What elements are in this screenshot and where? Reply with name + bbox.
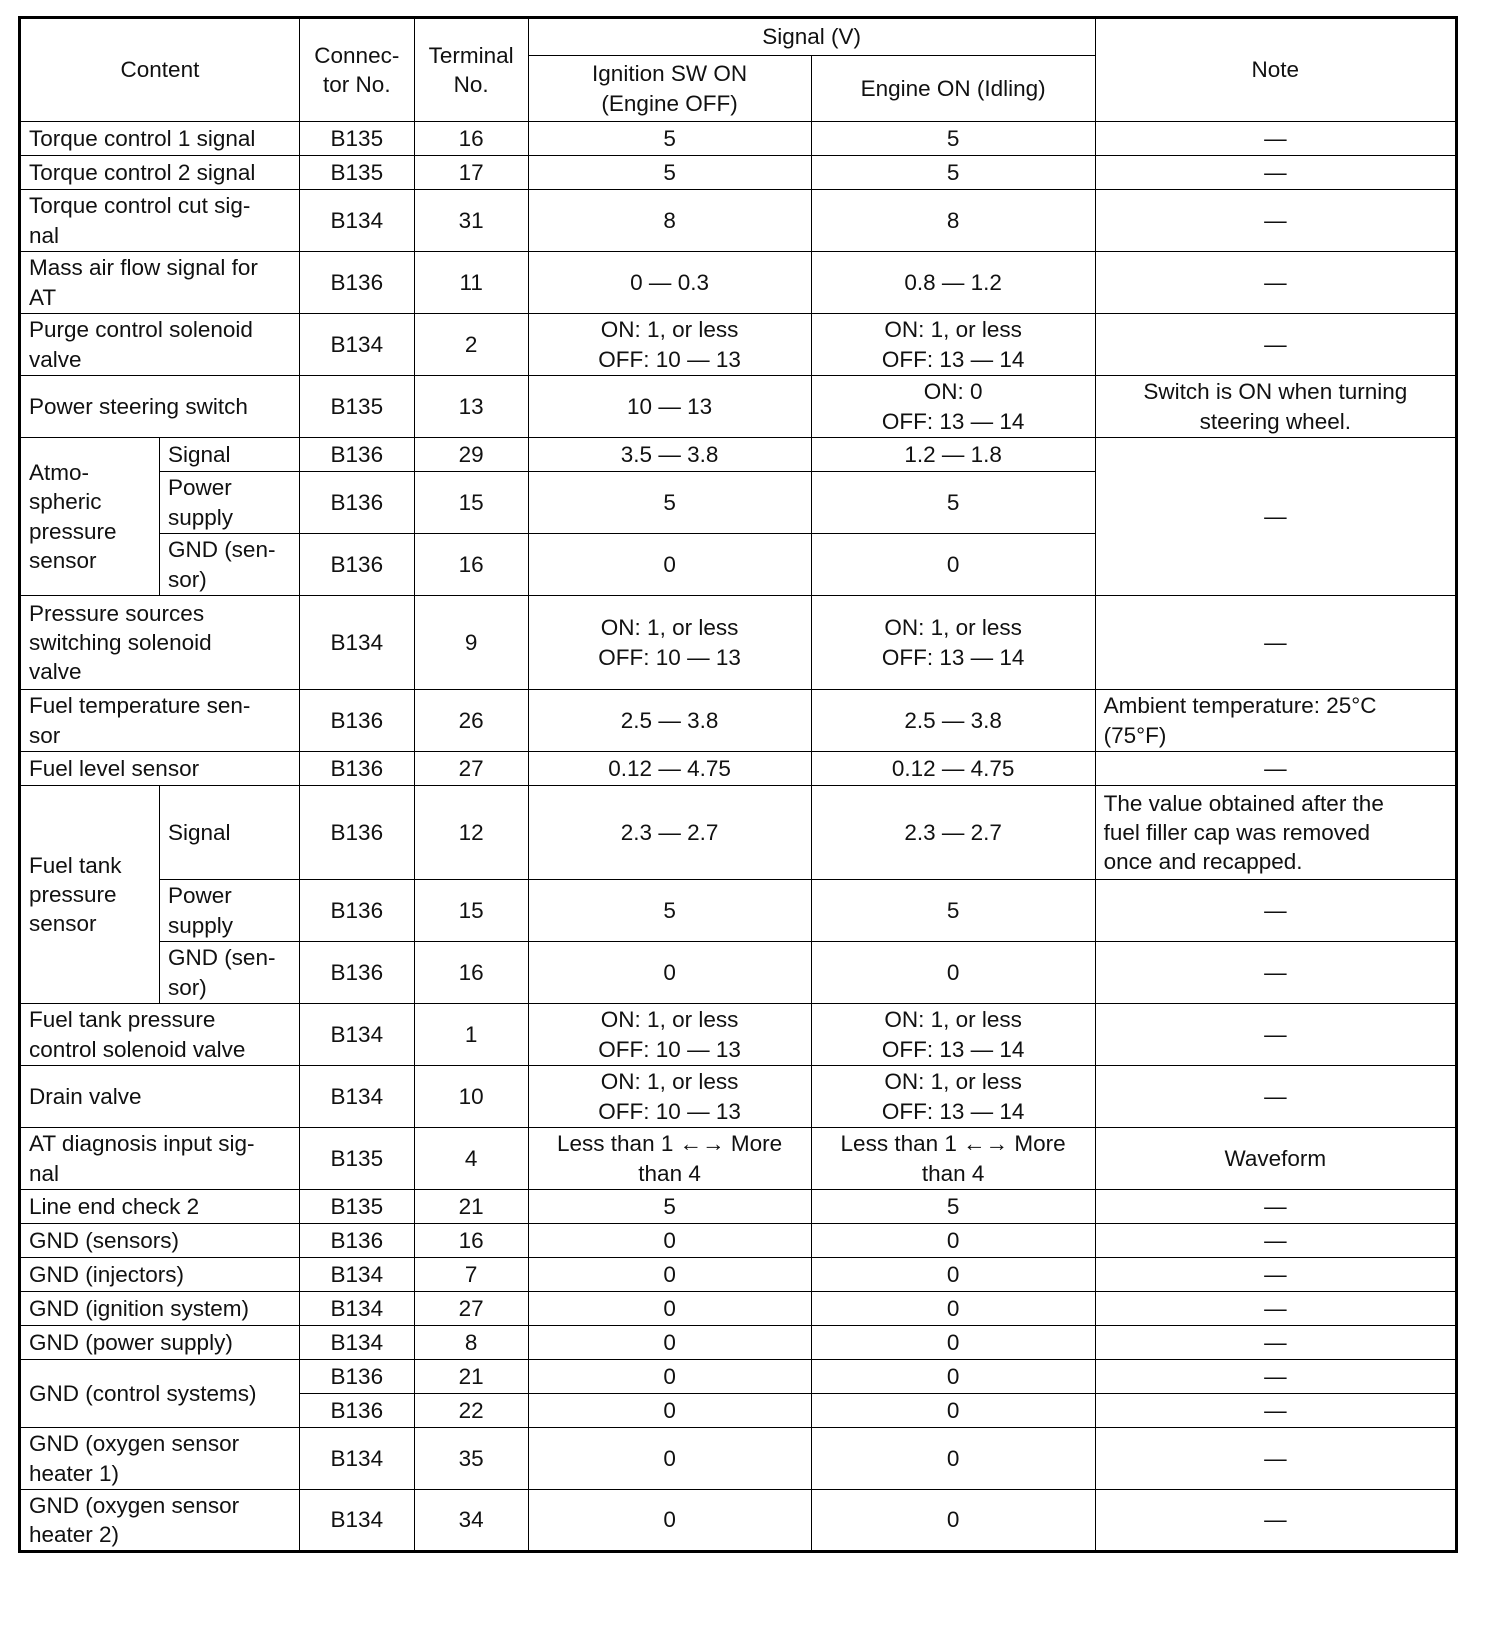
content-cell: Fuel temperature sen- sor (20, 690, 300, 752)
note-cell: — (1095, 1258, 1456, 1292)
group-label-fuel-tank: Fuel tank pressure sensor (20, 786, 160, 1004)
table-row (20, 1224, 1457, 1258)
ignition-cell: 0 (528, 1224, 811, 1258)
ignition-cell: 0 (528, 942, 811, 1004)
content-cell: GND (oxygen sensor heater 2) (20, 1490, 300, 1552)
terminal-cell: 4 (414, 1128, 528, 1190)
group-label-atmospheric: Atmo- spheric pressure sensor (20, 438, 160, 596)
note-cell: The value obtained after the fuel filler cap was removed once and recapped. (1095, 786, 1456, 880)
table-row (20, 438, 1457, 472)
terminal-cell: 15 (414, 880, 528, 942)
engine-cell: 5 (811, 122, 1095, 156)
connector-cell: B135 (299, 376, 414, 438)
terminal-cell: 7 (414, 1258, 528, 1292)
table-row (20, 596, 1457, 690)
content-cell: GND (oxygen sensor heater 1) (20, 1428, 300, 1490)
content-cell: Purge control solenoid valve (20, 314, 300, 376)
engine-cell: 0 (811, 1394, 1095, 1428)
engine-cell: ON: 1, or less OFF: 13 — 14 (811, 314, 1095, 376)
table-row (20, 786, 1457, 880)
terminal-cell: 27 (414, 1292, 528, 1326)
engine-cell: 0 (811, 942, 1095, 1004)
engine-cell: 0 (811, 1490, 1095, 1552)
ignition-cell: ON: 1, or less OFF: 10 — 13 (528, 1004, 811, 1066)
ignition-cell: 0 (528, 1326, 811, 1360)
engine-cell: 0 (811, 1292, 1095, 1326)
header-terminal: Terminal No. (414, 18, 528, 122)
table-row (20, 752, 1457, 786)
engine-cell: 5 (811, 156, 1095, 190)
terminal-cell: 16 (414, 534, 528, 596)
content-cell: GND (control systems) (20, 1360, 300, 1428)
engine-cell: 0.8 — 1.2 (811, 252, 1095, 314)
table-row (20, 252, 1457, 314)
engine-cell: 5 (811, 472, 1095, 534)
engine-cell: 5 (811, 880, 1095, 942)
ignition-cell: 2.5 — 3.8 (528, 690, 811, 752)
engine-cell: ON: 0 OFF: 13 — 14 (811, 376, 1095, 438)
engine-cell: 8 (811, 190, 1095, 252)
connector-cell: B136 (299, 252, 414, 314)
terminal-cell: 8 (414, 1326, 528, 1360)
note-cell: — (1095, 942, 1456, 1004)
table-row (20, 1360, 1457, 1394)
content-cell: Power steering switch (20, 376, 300, 438)
terminal-cell: 12 (414, 786, 528, 880)
note-cell: — (1095, 1428, 1456, 1490)
engine-cell: 2.5 — 3.8 (811, 690, 1095, 752)
connector-cell: B134 (299, 1490, 414, 1552)
terminal-cell: 22 (414, 1394, 528, 1428)
sub-content-cell: Signal (159, 786, 299, 880)
ignition-cell: 0 (528, 1394, 811, 1428)
terminal-cell: 16 (414, 122, 528, 156)
ignition-cell: 3.5 — 3.8 (528, 438, 811, 472)
connector-cell: B134 (299, 1004, 414, 1066)
content-cell: Line end check 2 (20, 1190, 300, 1224)
note-cell: — (1095, 1360, 1456, 1394)
table-row (20, 1428, 1457, 1490)
note-cell: — (1095, 1394, 1456, 1428)
table-row (20, 1066, 1457, 1128)
engine-cell: 0 (811, 534, 1095, 596)
note-cell: — (1095, 1326, 1456, 1360)
note-cell: — (1095, 1292, 1456, 1326)
ignition-cell: 8 (528, 190, 811, 252)
content-cell: GND (injectors) (20, 1258, 300, 1292)
connector-cell: B136 (299, 438, 414, 472)
header-ignition-on: Ignition SW ON (Engine OFF) (528, 56, 811, 122)
connector-cell: B136 (299, 472, 414, 534)
note-cell: Ambient temperature: 25°C (75°F) (1095, 690, 1456, 752)
connector-cell: B135 (299, 1128, 414, 1190)
ignition-cell: 0 (528, 534, 811, 596)
connector-cell: B134 (299, 1326, 414, 1360)
table-row (20, 1490, 1457, 1552)
engine-cell: ON: 1, or less OFF: 13 — 14 (811, 596, 1095, 690)
connector-cell: B134 (299, 1066, 414, 1128)
terminal-cell: 1 (414, 1004, 528, 1066)
content-cell: Torque control 1 signal (20, 122, 300, 156)
table-row (20, 1190, 1457, 1224)
note-cell: — (1095, 1066, 1456, 1128)
engine-cell: 0.12 — 4.75 (811, 752, 1095, 786)
connector-cell: B134 (299, 596, 414, 690)
table-row (20, 880, 1457, 942)
ignition-cell: ON: 1, or less OFF: 10 — 13 (528, 1066, 811, 1128)
content-cell: Mass air flow signal for AT (20, 252, 300, 314)
engine-cell: 1.2 — 1.8 (811, 438, 1095, 472)
engine-cell: 0 (811, 1326, 1095, 1360)
spec-sheet (18, 16, 1458, 1553)
engine-cell: ON: 1, or less OFF: 13 — 14 (811, 1066, 1095, 1128)
note-cell: — (1095, 122, 1456, 156)
note-cell: — (1095, 596, 1456, 690)
ignition-cell: 2.3 — 2.7 (528, 786, 811, 880)
terminal-cell: 9 (414, 596, 528, 690)
ignition-cell: Less than 1 ←→ More than 4 (528, 1128, 811, 1190)
note-cell: Switch is ON when turning steering wheel. (1095, 376, 1456, 438)
table-row (20, 156, 1457, 190)
note-cell: — (1095, 1224, 1456, 1258)
connector-cell: B135 (299, 122, 414, 156)
terminal-cell: 16 (414, 1224, 528, 1258)
terminal-cell: 26 (414, 690, 528, 752)
engine-cell: 2.3 — 2.7 (811, 786, 1095, 880)
connector-cell: B134 (299, 190, 414, 252)
engine-cell: 5 (811, 1190, 1095, 1224)
table-row (20, 1128, 1457, 1190)
ignition-cell: 5 (528, 1190, 811, 1224)
table-row (20, 942, 1457, 1004)
ignition-cell: 10 — 13 (528, 376, 811, 438)
terminal-cell: 34 (414, 1490, 528, 1552)
engine-cell: 0 (811, 1224, 1095, 1258)
engine-cell: 0 (811, 1360, 1095, 1394)
note-cell: — (1095, 314, 1456, 376)
connector-cell: B136 (299, 786, 414, 880)
connector-cell: B136 (299, 1360, 414, 1394)
content-cell: GND (sensors) (20, 1224, 300, 1258)
sub-content-cell: Power supply (159, 472, 299, 534)
content-cell: Fuel tank pressure control solenoid valve (20, 1004, 300, 1066)
ignition-cell: 5 (528, 472, 811, 534)
table-row (20, 1292, 1457, 1326)
content-cell: Torque control 2 signal (20, 156, 300, 190)
terminal-cell: 29 (414, 438, 528, 472)
terminal-cell: 16 (414, 942, 528, 1004)
ignition-cell: ON: 1, or less OFF: 10 — 13 (528, 596, 811, 690)
connector-cell: B136 (299, 1224, 414, 1258)
ignition-cell: 0.12 — 4.75 (528, 752, 811, 786)
content-cell: Pressure sources switching solenoid valve (20, 596, 300, 690)
terminal-cell: 2 (414, 314, 528, 376)
connector-cell: B136 (299, 1394, 414, 1428)
sub-content-cell: GND (sen- sor) (159, 534, 299, 596)
sub-content-cell: Signal (159, 438, 299, 472)
ignition-cell: 5 (528, 880, 811, 942)
ignition-cell: 0 — 0.3 (528, 252, 811, 314)
engine-cell: 0 (811, 1428, 1095, 1490)
note-cell: — (1095, 1190, 1456, 1224)
ignition-cell: 0 (528, 1258, 811, 1292)
terminal-cell: 31 (414, 190, 528, 252)
ignition-cell: 0 (528, 1490, 811, 1552)
table-row (20, 190, 1457, 252)
table-row (20, 376, 1457, 438)
terminal-cell: 10 (414, 1066, 528, 1128)
terminal-cell: 21 (414, 1360, 528, 1394)
terminal-cell: 17 (414, 156, 528, 190)
note-cell: — (1095, 156, 1456, 190)
table-row (20, 690, 1457, 752)
connector-cell: B135 (299, 156, 414, 190)
engine-cell: 0 (811, 1258, 1095, 1292)
note-cell: Waveform (1095, 1128, 1456, 1190)
connector-cell: B136 (299, 942, 414, 1004)
ignition-cell: ON: 1, or less OFF: 10 — 13 (528, 314, 811, 376)
table-row (20, 314, 1457, 376)
note-cell: — (1095, 438, 1456, 596)
header-signal: Signal (V) (528, 18, 1095, 56)
note-cell: — (1095, 252, 1456, 314)
header-engine-on: Engine ON (Idling) (811, 56, 1095, 122)
terminal-cell: 11 (414, 252, 528, 314)
sub-content-cell: GND (sen- sor) (159, 942, 299, 1004)
header-content: Content (20, 18, 300, 122)
terminal-cell: 27 (414, 752, 528, 786)
note-cell: — (1095, 880, 1456, 942)
table-row (20, 1326, 1457, 1360)
connector-cell: B135 (299, 1190, 414, 1224)
ignition-cell: 0 (528, 1428, 811, 1490)
engine-cell: Less than 1 ←→ More than 4 (811, 1128, 1095, 1190)
connector-cell: B134 (299, 1292, 414, 1326)
terminal-voltage-table (18, 16, 1458, 1553)
connector-cell: B134 (299, 314, 414, 376)
content-cell: AT diagnosis input sig- nal (20, 1128, 300, 1190)
connector-cell: B136 (299, 690, 414, 752)
note-cell: — (1095, 1004, 1456, 1066)
content-cell: Drain valve (20, 1066, 300, 1128)
note-cell: — (1095, 1490, 1456, 1552)
connector-cell: B134 (299, 1258, 414, 1292)
connector-cell: B136 (299, 534, 414, 596)
terminal-cell: 13 (414, 376, 528, 438)
content-cell: GND (ignition system) (20, 1292, 300, 1326)
note-cell: — (1095, 752, 1456, 786)
terminal-cell: 21 (414, 1190, 528, 1224)
terminal-cell: 35 (414, 1428, 528, 1490)
engine-cell: ON: 1, or less OFF: 13 — 14 (811, 1004, 1095, 1066)
ignition-cell: 0 (528, 1360, 811, 1394)
content-cell: GND (power supply) (20, 1326, 300, 1360)
content-cell: Torque control cut sig- nal (20, 190, 300, 252)
ignition-cell: 5 (528, 122, 811, 156)
note-cell: — (1095, 190, 1456, 252)
connector-cell: B134 (299, 1428, 414, 1490)
table-row (20, 122, 1457, 156)
sub-content-cell: Power supply (159, 880, 299, 942)
header-note: Note (1095, 18, 1456, 122)
content-cell: Fuel level sensor (20, 752, 300, 786)
ignition-cell: 5 (528, 156, 811, 190)
table-row (20, 1004, 1457, 1066)
ignition-cell: 0 (528, 1292, 811, 1326)
connector-cell: B136 (299, 752, 414, 786)
terminal-cell: 15 (414, 472, 528, 534)
table-row (20, 1258, 1457, 1292)
connector-cell: B136 (299, 880, 414, 942)
header-row-1 (20, 18, 1457, 56)
header-connector: Connec- tor No. (299, 18, 414, 122)
